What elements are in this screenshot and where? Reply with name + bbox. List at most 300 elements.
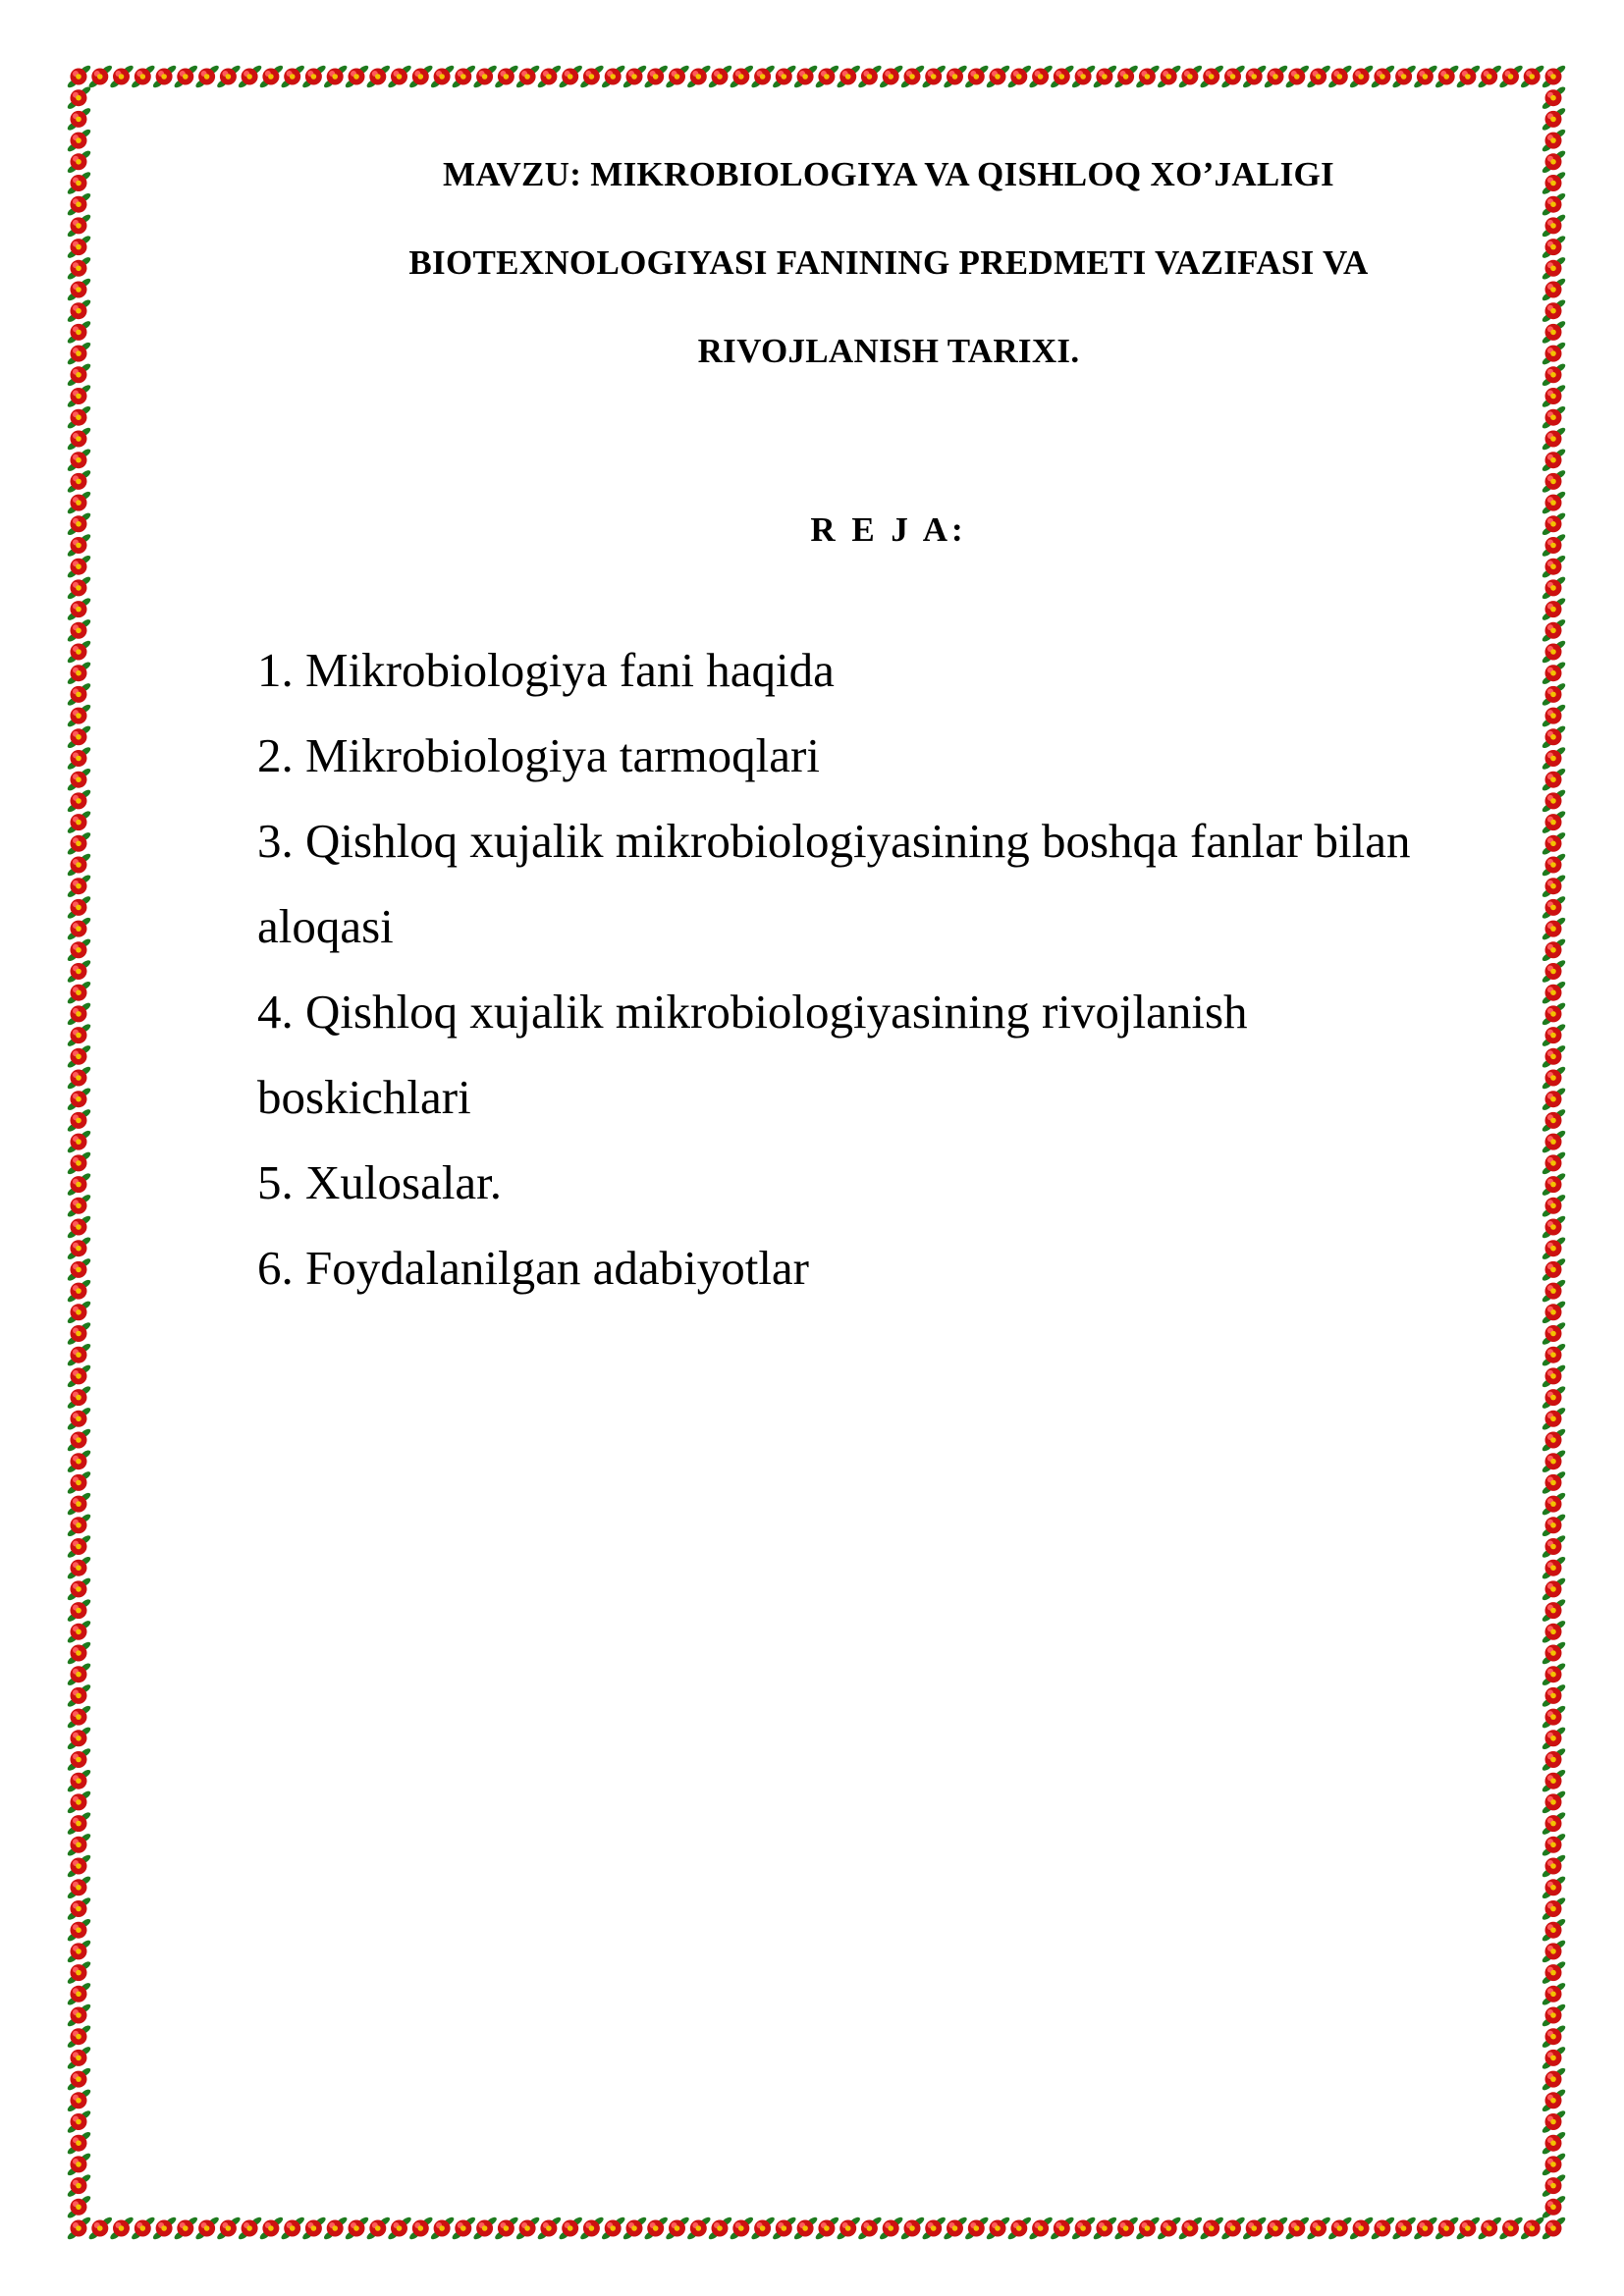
flower-icon [66,746,91,772]
flower-icon [1157,2216,1182,2241]
flower-icon [323,64,349,89]
flower-icon [1541,191,1566,217]
plan-item-6: 6. Foydalanilgan adabiyotlar [257,1241,809,1295]
flower-icon [601,2216,626,2241]
flower-icon [109,64,135,89]
flower-icon [1541,1108,1566,1134]
flower-icon [1199,2216,1224,2241]
flower-icon [66,1939,91,1964]
flower-icon [1541,426,1566,452]
flower-icon [1541,2066,1566,2092]
flower-icon [280,64,305,89]
flower-icon [1541,85,1566,111]
flower-icon [1541,1150,1566,1176]
flower-icon [66,1534,91,1560]
flower-icon [1541,1513,1566,1538]
flower-icon [1541,1023,1566,1048]
flower-icon [879,2216,904,2241]
flower-icon [1541,682,1566,708]
flower-icon [66,1576,91,1602]
flower-icon [1327,2216,1353,2241]
flower-icon [66,1257,91,1283]
flower-icon [772,2216,797,2241]
flower-icon [1541,1470,1566,1496]
flower-icon [1541,617,1566,643]
flower-icon [1348,2216,1374,2241]
flower-icon [66,1108,91,1134]
flower-icon [1498,64,1524,89]
flower-icon [66,1768,91,1793]
flower-icon [857,64,883,89]
flower-icon [964,2216,990,2241]
flower-icon [1541,937,1566,963]
flower-icon [408,64,434,89]
flower-icon [1242,2216,1268,2241]
flower-icon [66,1917,91,1943]
flower-icon [536,2216,562,2241]
flower-icon [66,469,91,495]
flower-icon [1306,2216,1331,2241]
flower-icon [365,2216,391,2241]
flower-icon [1541,2194,1566,2219]
flower-icon [66,1406,91,1431]
flower-icon [1541,980,1566,1005]
flower-icon [1541,298,1566,324]
flower-icon [643,64,669,89]
flower-icon [66,1300,91,1325]
flower-icon [514,64,540,89]
flower-icon [258,2216,284,2241]
flower-icon [1541,724,1566,750]
flower-icon [1541,1683,1566,1709]
flower-icon [686,2216,712,2241]
flower-icon [1541,1001,1566,1027]
flower-icon [1541,597,1566,622]
flower-icon [258,64,284,89]
flower-icon [622,64,647,89]
title-line-2: BIOTEXNOLOGIYASI FANINING PREDMETI VAZIFASI VA [408,243,1369,282]
flower-icon [66,575,91,601]
flower-icon [66,1555,91,1580]
flower-icon [66,810,91,835]
flower-icon [772,64,797,89]
flower-icon [1541,1747,1566,1773]
flower-icon [1070,64,1096,89]
flower-icon [1092,2216,1117,2241]
flower-icon [1220,64,1246,89]
flower-icon [66,1129,91,1154]
flower-icon [1541,767,1566,792]
flower-icon [66,1150,91,1176]
flower-icon [1541,1065,1566,1091]
flower-icon [66,661,91,686]
flower-icon [1006,2216,1032,2241]
flower-icon [66,149,91,175]
flower-icon [87,2216,113,2241]
flower-icon [1455,64,1481,89]
flower-icon [66,235,91,260]
flower-icon [1092,64,1117,89]
flower-icon [66,1747,91,1773]
flower-icon [66,448,91,473]
flower-icon [1541,1214,1566,1240]
flower-icon [1541,1193,1566,1218]
flower-icon [66,1001,91,1027]
flower-icon [66,1704,91,1730]
flower-icon [879,64,904,89]
flower-icon [1050,64,1075,89]
flower-icon [1541,810,1566,835]
flower-icon [66,1726,91,1751]
title-line-1: MAVZU: MIKROBIOLOGIYA VA QISHLOQ XO’JALIGI [443,155,1334,193]
flower-icon [1541,788,1566,814]
flower-icon [1435,64,1460,89]
flower-icon [1541,171,1566,196]
flower-icon [1541,1832,1566,1857]
flower-icon [66,490,91,515]
flower-icon [472,64,498,89]
flower-icon [1391,2216,1417,2241]
flower-icon [1541,1300,1566,1325]
flower-icon [66,1236,91,1261]
flower-icon [1541,1385,1566,1411]
flower-icon [921,64,947,89]
flower-icon [899,2216,925,2241]
flower-icon [66,1853,91,1879]
flower-icon [1541,575,1566,601]
flower-icon [66,1619,91,1644]
flower-icon [1541,830,1566,856]
flower-icon [1541,1662,1566,1687]
flower-icon [429,64,455,89]
flower-icon [1541,64,1566,89]
flower-icon [1541,1896,1566,1922]
flower-icon [237,2216,262,2241]
flower-icon [1413,2216,1438,2241]
flower-icon [344,64,369,89]
flower-icon [66,85,91,111]
flower-icon [194,64,220,89]
flower-icon [1477,2216,1502,2241]
flower-icon [66,916,91,941]
flower-icon [1541,1789,1566,1815]
flower-icon [66,1811,91,1837]
flower-icon [1177,64,1203,89]
flower-icon [1541,874,1566,899]
flower-icon [1541,1853,1566,1879]
flower-icon [899,64,925,89]
flower-icon [66,1385,91,1411]
flower-icon [1520,64,1545,89]
flower-icon [814,64,839,89]
flower-icon [66,959,91,985]
flower-icon [1135,2216,1161,2241]
flower-icon [1541,703,1566,728]
flower-icon [66,2130,91,2156]
flower-icon [1435,2216,1460,2241]
flower-icon [66,2024,91,2050]
flower-icon [66,1043,91,1069]
flower-icon [66,1683,91,1709]
flower-icon [66,2002,91,2028]
flower-icon [66,128,91,153]
plan-item-4: 4. Qishloq xujalik mikrobiologiyasining rivojlanish [257,985,1248,1039]
flower-icon [66,1960,91,1986]
flower-icon [921,2216,947,2241]
flower-icon [1541,2152,1566,2177]
flower-icon [1541,128,1566,153]
flower-icon [66,64,91,89]
flower-icon [1541,384,1566,409]
flower-icon [66,2066,91,2092]
flower-icon [665,2216,690,2241]
flower-icon [66,2109,91,2135]
flower-icon [323,2216,349,2241]
flower-icon [66,213,91,239]
flower-icon [1541,277,1566,302]
flower-icon [1541,1576,1566,1602]
flower-icon [579,64,605,89]
flower-icon [579,2216,605,2241]
flower-icon [1541,235,1566,260]
flower-icon [66,1981,91,2006]
flower-icon [451,2216,476,2241]
flower-icon [1070,2216,1096,2241]
flower-icon [280,2216,305,2241]
flower-icon [1541,2216,1566,2241]
flower-icon [66,980,91,1005]
flower-icon [1541,2002,1566,2028]
flower-icon [66,703,91,728]
flower-icon [216,64,242,89]
flower-icon [1541,320,1566,346]
flower-icon [365,64,391,89]
flower-icon [792,64,818,89]
flower-icon [985,64,1010,89]
flower-icon [1541,1427,1566,1453]
flower-icon [1263,2216,1288,2241]
flower-icon [1455,2216,1481,2241]
flower-icon [1498,2216,1524,2241]
flower-icon [1541,852,1566,878]
flower-icon [66,895,91,921]
flower-icon [1541,149,1566,175]
flower-icon [1413,64,1438,89]
flower-icon [857,2216,883,2241]
flower-icon [1541,404,1566,430]
flower-icon [1284,64,1310,89]
flower-icon [1541,1257,1566,1283]
flower-icon [387,2216,412,2241]
flower-icon [344,2216,369,2241]
flower-icon [66,1875,91,1900]
flower-icon [836,2216,861,2241]
flower-icon [814,2216,839,2241]
flower-icon [66,511,91,537]
flower-icon [66,2194,91,2219]
flower-icon [194,2216,220,2241]
flower-icon [87,64,113,89]
flower-icon [66,1662,91,1687]
flower-icon [66,426,91,452]
flower-icon [1541,255,1566,281]
flower-icon [66,2216,91,2241]
flower-icon [1520,2216,1545,2241]
flower-icon [66,1789,91,1815]
flower-icon [1541,2173,1566,2199]
flower-icon [1541,2024,1566,2050]
flower-icon [1391,64,1417,89]
flower-icon [558,2216,583,2241]
flower-icon [66,341,91,366]
flower-icon [1541,533,1566,559]
flower-icon [66,404,91,430]
flower-icon [216,2216,242,2241]
flower-icon [729,2216,754,2241]
flower-icon [66,2046,91,2071]
flower-icon [1541,1875,1566,1900]
flower-icon [643,2216,669,2241]
flower-icon [66,320,91,346]
flower-icon [451,64,476,89]
flower-icon [1541,2088,1566,2113]
plan-item-3-continuation: aloqasi [257,899,394,953]
flower-icon [66,533,91,559]
flower-icon [750,64,776,89]
flower-icon [1220,2216,1246,2241]
flower-icon [109,2216,135,2241]
flower-icon [1541,469,1566,495]
flower-icon [66,1598,91,1624]
flower-icon [66,1065,91,1091]
plan-item-1: 1. Mikrobiologiya fani haqida [257,643,835,697]
flower-icon [1177,2216,1203,2241]
flower-icon [1242,64,1268,89]
flower-icon [151,2216,177,2241]
flower-icon [1327,64,1353,89]
flower-icon [66,937,91,963]
flower-icon [1157,64,1182,89]
flower-icon [66,830,91,856]
flower-icon [472,2216,498,2241]
flower-icon [943,2216,968,2241]
flower-icon [665,64,690,89]
flower-icon [429,2216,455,2241]
flower-icon [66,255,91,281]
flower-icon [66,362,91,388]
flower-icon [66,1214,91,1240]
flower-icon [301,2216,327,2241]
flower-icon [237,64,262,89]
flower-icon [66,724,91,750]
flower-icon [622,2216,647,2241]
flower-icon [1541,1704,1566,1730]
flower-icon [1541,916,1566,941]
flower-icon [66,852,91,878]
plan-heading: R E J A: [810,510,967,549]
flower-icon [66,277,91,302]
flower-icon [1541,362,1566,388]
flower-icon [66,191,91,217]
flower-icon [1541,554,1566,579]
flower-icon [1541,746,1566,772]
flower-icon [964,64,990,89]
flower-icon [66,1278,91,1304]
flower-icon [1541,341,1566,366]
flower-icon [943,64,968,89]
flower-icon [1541,1087,1566,1112]
flower-icon [66,1640,91,1666]
flower-icon [66,1193,91,1218]
flower-icon [408,2216,434,2241]
flower-icon [1541,1172,1566,1198]
flower-icon [131,2216,156,2241]
flower-icon [1113,64,1139,89]
flower-icon [1541,1321,1566,1347]
flower-icon [1541,1598,1566,1624]
flower-icon [707,64,732,89]
flower-icon [750,2216,776,2241]
flower-icon [1541,107,1566,133]
flower-icon [1541,1129,1566,1154]
flower-icon [1541,1449,1566,1474]
flower-icon [1541,1278,1566,1304]
flower-icon [1541,2109,1566,2135]
flower-icon [1199,64,1224,89]
flower-icon [514,2216,540,2241]
flower-icon [66,1363,91,1389]
flower-icon [66,1023,91,1048]
flower-icon [1541,490,1566,515]
flower-icon [1306,64,1331,89]
flower-icon [686,64,712,89]
flower-icon [1541,1768,1566,1793]
flower-icon [66,1087,91,1112]
flower-icon [131,64,156,89]
flower-icon [601,64,626,89]
flower-icon [1541,639,1566,665]
flower-icon [66,1342,91,1367]
flower-icon [66,1491,91,1517]
flower-icon [1541,1406,1566,1431]
flower-icon [1541,1960,1566,1986]
flower-icon [985,2216,1010,2241]
flower-icon [558,64,583,89]
flower-icon [66,1470,91,1496]
flower-icon [1370,64,1395,89]
flower-icon [151,64,177,89]
flower-icon [1541,1342,1566,1367]
flower-icon [1541,1726,1566,1751]
flower-icon [707,2216,732,2241]
flower-icon [66,617,91,643]
flower-icon [66,682,91,708]
plan-item-4-continuation: boskichlari [257,1070,471,1124]
flower-icon [66,788,91,814]
flower-icon [66,1896,91,1922]
flower-icon [173,64,198,89]
flower-icon [494,64,519,89]
flower-icon [66,1513,91,1538]
flower-icon [1541,1491,1566,1517]
flower-icon [1541,959,1566,985]
flower-icon [1541,661,1566,686]
flower-icon [66,2152,91,2177]
flower-icon [1284,2216,1310,2241]
flower-icon [1028,64,1054,89]
flower-icon [1541,1363,1566,1389]
flower-icon [66,2173,91,2199]
